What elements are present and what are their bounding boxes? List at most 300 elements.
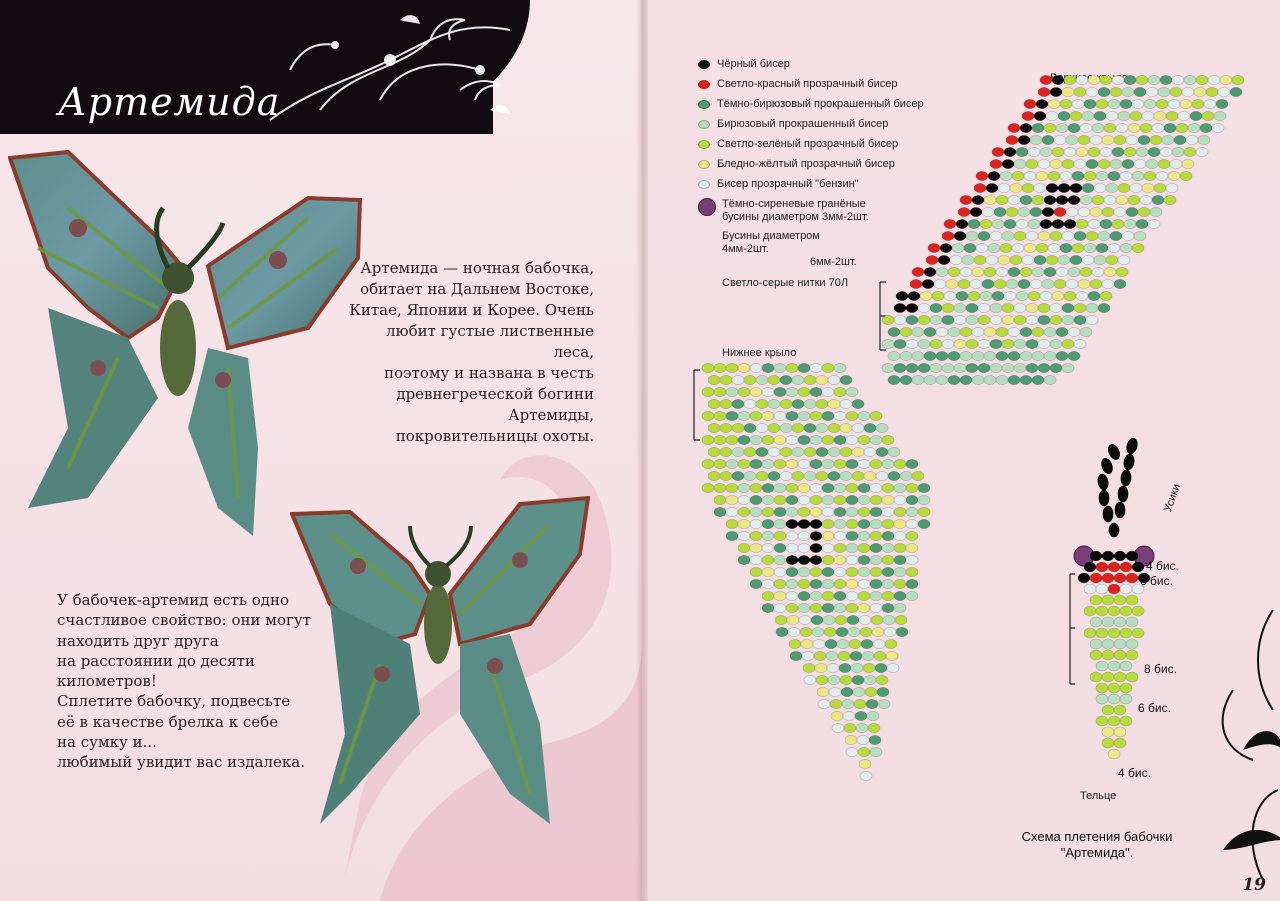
bead <box>986 183 998 192</box>
bead <box>768 471 780 480</box>
bead <box>720 423 732 432</box>
bead <box>1158 87 1170 96</box>
bead <box>1030 207 1042 216</box>
description-paragraph: Артемида — ночная бабочка, обитает на Дальнем Востоке, Китае, Японии и Корее. Очень любит густые лиственные леса, поэтому и названа в честь древнегреческой богини Артемиды, покровительницы охоты. <box>349 259 594 445</box>
bead <box>918 483 930 492</box>
bead <box>992 291 1004 300</box>
bead <box>816 447 828 456</box>
bead <box>1044 267 1056 276</box>
bead <box>1070 111 1082 120</box>
bead <box>859 615 871 624</box>
bead <box>768 447 780 456</box>
bead <box>1090 573 1102 583</box>
bead <box>1142 111 1154 120</box>
bead <box>810 435 822 444</box>
bead <box>896 627 908 636</box>
bead <box>774 387 786 396</box>
bead <box>774 459 786 468</box>
bead <box>1026 315 1038 324</box>
bead <box>774 363 786 372</box>
bead <box>994 279 1006 288</box>
bead <box>786 387 798 396</box>
bead <box>1060 99 1072 108</box>
bead <box>936 327 948 336</box>
bead <box>843 711 855 720</box>
bead <box>858 591 870 600</box>
bead <box>1116 195 1128 204</box>
bead <box>1058 111 1070 120</box>
bead <box>906 339 918 348</box>
bead <box>870 495 882 504</box>
bead <box>798 435 810 444</box>
bead <box>1048 99 1060 108</box>
bead <box>882 495 894 504</box>
bead <box>1120 628 1132 638</box>
bead <box>1096 562 1108 572</box>
bead <box>738 495 750 504</box>
bead <box>1130 111 1142 120</box>
bead <box>870 435 882 444</box>
bead <box>1046 255 1058 264</box>
bead <box>1044 375 1056 384</box>
bead <box>822 543 834 552</box>
bead <box>882 543 894 552</box>
legend-label: Чёрный бисер <box>717 58 790 70</box>
bead <box>1096 606 1108 616</box>
bead <box>1004 291 1016 300</box>
bead <box>958 207 970 216</box>
bead <box>1090 639 1102 649</box>
bead <box>1120 584 1132 594</box>
bead <box>1114 207 1126 216</box>
bead <box>801 639 813 648</box>
bead <box>894 543 906 552</box>
bead <box>1034 183 1046 192</box>
bead <box>1108 243 1120 252</box>
bead <box>866 699 878 708</box>
bead <box>894 555 906 564</box>
bead <box>938 255 950 264</box>
bead <box>708 375 720 384</box>
bead <box>1178 111 1190 120</box>
bead <box>834 363 846 372</box>
bead <box>726 411 738 420</box>
bead <box>888 447 900 456</box>
bead <box>1134 87 1146 96</box>
bead <box>1050 303 1062 312</box>
bead <box>844 723 856 732</box>
bead <box>1170 87 1182 96</box>
bead <box>744 447 756 456</box>
bead <box>852 423 864 432</box>
bead <box>870 459 882 468</box>
bead <box>1106 255 1118 264</box>
bead <box>1052 291 1064 300</box>
bead <box>1106 111 1118 120</box>
bead <box>814 651 826 660</box>
bead <box>1196 147 1208 156</box>
bead <box>1014 339 1026 348</box>
bead <box>858 411 870 420</box>
bead <box>822 579 834 588</box>
bead <box>810 495 822 504</box>
bead <box>1088 75 1100 84</box>
bead <box>1232 75 1244 84</box>
bead <box>1150 135 1162 144</box>
bead <box>846 459 858 468</box>
bead <box>972 267 984 276</box>
bead <box>1032 327 1044 336</box>
bead <box>774 579 786 588</box>
bead <box>994 207 1006 216</box>
bead <box>834 531 846 540</box>
bead <box>988 171 1000 180</box>
bead <box>992 147 1004 156</box>
bead <box>774 495 786 504</box>
bead <box>1116 267 1128 276</box>
bead <box>858 543 870 552</box>
bead <box>858 519 870 528</box>
bead <box>798 363 810 372</box>
bead-swatch-icon <box>698 80 710 89</box>
bead <box>823 615 835 624</box>
bead <box>756 375 768 384</box>
bead <box>1172 75 1184 84</box>
bead <box>786 483 798 492</box>
bead <box>1172 147 1184 156</box>
bead <box>1216 99 1228 108</box>
bead <box>702 363 714 372</box>
bead <box>1020 327 1032 336</box>
bead <box>798 459 810 468</box>
bead <box>894 483 906 492</box>
bead <box>804 375 816 384</box>
bead <box>726 435 738 444</box>
bead <box>1118 111 1130 120</box>
bead <box>1218 87 1230 96</box>
bead <box>726 507 738 516</box>
bead <box>702 483 714 492</box>
bead <box>856 723 868 732</box>
bead <box>1132 243 1144 252</box>
bead <box>1064 147 1076 156</box>
bead <box>1056 351 1068 360</box>
bead <box>1126 617 1138 627</box>
bead <box>1012 171 1024 180</box>
bead <box>1162 135 1174 144</box>
bead <box>762 435 774 444</box>
bead <box>1126 595 1138 605</box>
bead <box>900 471 912 480</box>
bead <box>1114 551 1126 561</box>
bead <box>1038 363 1050 372</box>
bead <box>1090 279 1102 288</box>
bead <box>774 435 786 444</box>
bead <box>1096 584 1108 594</box>
bead <box>762 531 774 540</box>
bead <box>1108 99 1120 108</box>
bead <box>1012 243 1024 252</box>
bead <box>877 687 889 696</box>
bead <box>1096 683 1108 693</box>
bead <box>1052 75 1064 84</box>
bead <box>1114 617 1126 627</box>
bead <box>1198 135 1210 144</box>
bead <box>852 675 864 684</box>
bead <box>1090 617 1102 627</box>
bead <box>774 555 786 564</box>
bead <box>906 459 918 468</box>
bead <box>762 603 774 612</box>
bead <box>966 339 978 348</box>
bead <box>984 267 996 276</box>
bead <box>882 579 894 588</box>
bead <box>870 555 882 564</box>
bead <box>1092 267 1104 276</box>
upper-wing-diagram <box>876 72 1256 402</box>
bead <box>930 315 942 324</box>
bead <box>810 543 822 552</box>
bead <box>1022 255 1034 264</box>
bead <box>1018 279 1030 288</box>
bead <box>906 543 918 552</box>
bead <box>860 771 872 780</box>
bead <box>882 531 894 540</box>
bead <box>870 567 882 576</box>
bead <box>1082 183 1094 192</box>
bead <box>822 435 834 444</box>
thread-label: Светло-серые нитки 70Л <box>722 277 849 289</box>
bead <box>996 267 1008 276</box>
bead <box>882 435 894 444</box>
bead <box>1042 279 1054 288</box>
bead <box>756 423 768 432</box>
bead <box>798 579 810 588</box>
bead <box>799 615 811 624</box>
count-label: 4 бис. <box>1118 766 1151 780</box>
bead <box>1104 123 1116 132</box>
bead <box>972 195 984 204</box>
bead <box>1074 303 1086 312</box>
bead <box>846 579 858 588</box>
bead <box>958 279 970 288</box>
bead <box>864 447 876 456</box>
bead <box>1120 694 1132 704</box>
bead <box>988 243 1000 252</box>
bead <box>841 687 853 696</box>
bead <box>834 483 846 492</box>
bead <box>982 279 994 288</box>
bead <box>792 399 804 408</box>
bead <box>966 315 978 324</box>
bead <box>738 543 750 552</box>
bead <box>750 531 762 540</box>
bead <box>847 615 859 624</box>
bead <box>720 399 732 408</box>
bead <box>1096 661 1108 671</box>
bead <box>1152 195 1164 204</box>
bead <box>852 399 864 408</box>
bead <box>1084 99 1096 108</box>
bead <box>1002 159 1014 168</box>
bead <box>810 483 822 492</box>
bead <box>1176 123 1188 132</box>
bead <box>978 303 990 312</box>
bead <box>1020 375 1032 384</box>
bead <box>1102 727 1114 737</box>
bead <box>870 483 882 492</box>
bead <box>774 591 786 600</box>
bead <box>774 603 786 612</box>
bead <box>1206 87 1218 96</box>
bead <box>840 675 852 684</box>
bead <box>1096 716 1108 726</box>
bead <box>1126 573 1138 583</box>
bead <box>798 495 810 504</box>
bead <box>861 639 873 648</box>
bead <box>956 219 968 228</box>
bead <box>762 411 774 420</box>
bead <box>978 339 990 348</box>
bead <box>990 231 1002 240</box>
bead <box>1026 363 1038 372</box>
bead <box>1014 363 1026 372</box>
bead <box>768 399 780 408</box>
bead <box>1128 195 1140 204</box>
bead <box>1152 123 1164 132</box>
bead <box>1124 75 1136 84</box>
bead <box>1102 650 1114 660</box>
bead <box>924 267 936 276</box>
bead <box>1036 99 1048 108</box>
bead <box>882 591 894 600</box>
bead <box>845 735 857 744</box>
bead <box>1136 75 1148 84</box>
legend-label: Светло-красный прозрачный бисер <box>717 78 898 90</box>
bead <box>831 711 843 720</box>
bead <box>852 471 864 480</box>
bead <box>1108 683 1120 693</box>
bead <box>846 483 858 492</box>
bead <box>1054 279 1066 288</box>
bead <box>1032 375 1044 384</box>
bead <box>1014 303 1026 312</box>
bead <box>982 207 994 216</box>
bead <box>906 531 918 540</box>
bead <box>1102 551 1114 561</box>
bead <box>840 471 852 480</box>
bead <box>1160 75 1172 84</box>
bead <box>834 507 846 516</box>
bead <box>1112 75 1124 84</box>
body-diagram <box>1052 434 1172 790</box>
bead <box>940 243 952 252</box>
bead <box>944 291 956 300</box>
bead <box>1192 99 1204 108</box>
bead <box>1068 195 1080 204</box>
bead <box>1036 171 1048 180</box>
bead <box>962 255 974 264</box>
bead <box>1136 219 1148 228</box>
bead <box>1016 291 1028 300</box>
bead <box>788 627 800 636</box>
bead <box>817 687 829 696</box>
bead <box>1050 231 1062 240</box>
bead <box>885 639 897 648</box>
bead <box>942 303 954 312</box>
bead <box>887 663 899 672</box>
bead <box>996 351 1008 360</box>
bead <box>1124 147 1136 156</box>
bead <box>864 423 876 432</box>
bead <box>822 363 834 372</box>
bead <box>1080 267 1092 276</box>
bead <box>822 531 834 540</box>
bead <box>840 447 852 456</box>
bead <box>858 483 870 492</box>
bead <box>804 675 816 684</box>
bead <box>1086 159 1098 168</box>
bead <box>922 279 934 288</box>
legend-label: Тёмно-сиреневые гранёные бусины диаметром 3мм-2шт. <box>722 198 869 223</box>
bead <box>744 423 756 432</box>
bead <box>1092 195 1104 204</box>
bead <box>822 459 834 468</box>
bead <box>908 291 920 300</box>
bead <box>1062 87 1074 96</box>
bead <box>804 447 816 456</box>
bead <box>714 507 726 516</box>
bead <box>810 555 822 564</box>
bead <box>1102 705 1114 715</box>
bead <box>846 747 858 756</box>
bead <box>810 387 822 396</box>
bead <box>744 471 756 480</box>
bead <box>1002 231 1014 240</box>
bead <box>1024 99 1036 108</box>
bead <box>1108 716 1120 726</box>
bead <box>872 627 884 636</box>
bead <box>832 723 844 732</box>
bead <box>810 591 822 600</box>
bead <box>798 507 810 516</box>
bead <box>1098 303 1110 312</box>
bead <box>714 411 726 420</box>
bead <box>786 579 798 588</box>
bead <box>1086 315 1098 324</box>
bead <box>906 303 918 312</box>
legend-label: Бисер прозрачный "бензин" <box>717 178 859 190</box>
bead <box>834 459 846 468</box>
bead <box>780 375 792 384</box>
bead <box>1130 183 1142 192</box>
bead <box>1026 231 1038 240</box>
bead <box>996 195 1008 204</box>
bead <box>1126 639 1138 649</box>
bead <box>1084 628 1096 638</box>
bead <box>895 615 907 624</box>
bead <box>980 219 992 228</box>
bead <box>792 423 804 432</box>
bead <box>1052 147 1064 156</box>
bead <box>1010 183 1022 192</box>
bead <box>858 555 870 564</box>
bead <box>960 327 972 336</box>
bead <box>990 363 1002 372</box>
bead <box>756 447 768 456</box>
bead <box>732 399 744 408</box>
bead <box>1108 749 1120 759</box>
